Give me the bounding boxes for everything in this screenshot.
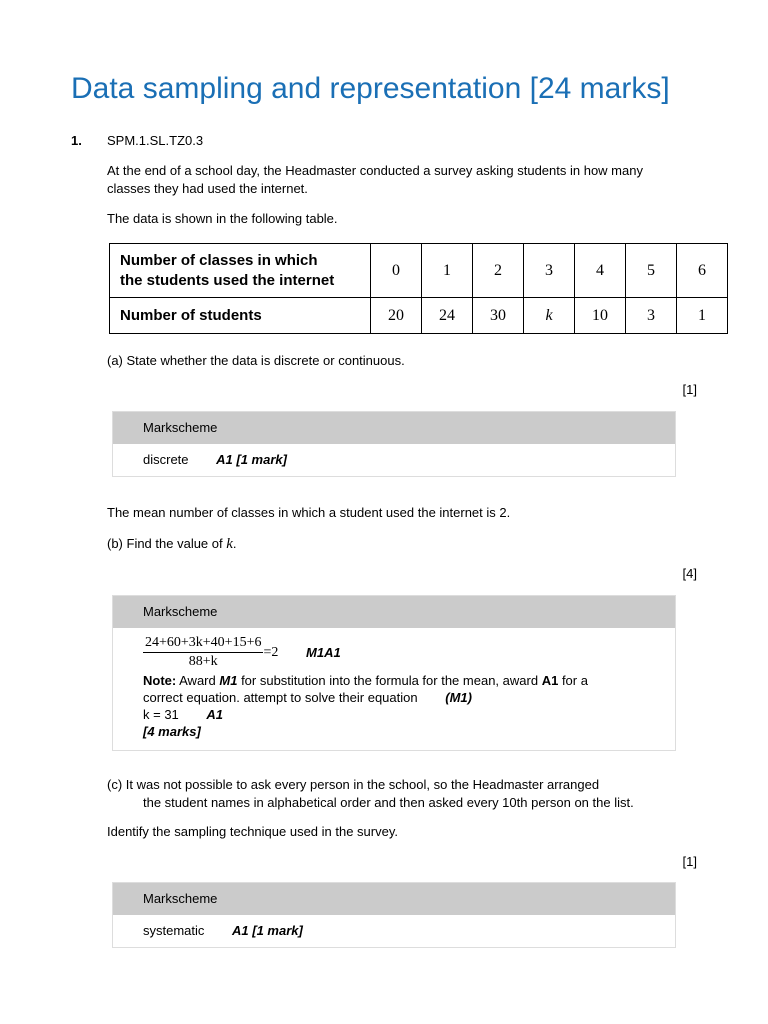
markscheme-c [112,882,676,948]
mean-equation: $\frac{24+60+3k+40+15+6}{88+k}$ [145,635,262,669]
table-row [110,244,728,298]
table-cell: 1 [677,298,728,334]
question-number: 1. [71,133,82,148]
note-line-2: correct equation. attempt to solve their equation (M1) [143,690,472,705]
part-b-lead: The mean number of classes in which a student used the internet is 2. [107,505,511,520]
markscheme-award: A1 [1 mark] [216,452,287,467]
table-row-header: Number of students [110,298,371,334]
markscheme-header: Markscheme [113,412,675,444]
markscheme-award: A1 [1 mark] [232,923,303,938]
table-cell: k [524,298,575,334]
table-cell: 2 [473,244,524,298]
data-table [109,243,728,334]
table-cell: 10 [575,298,626,334]
table-intro: The data is shown in the following table. [107,211,338,226]
part-a-text: (a) State whether the data is discrete or continuous. [107,353,405,368]
markscheme-answer: discrete [143,452,189,467]
table-cell: 30 [473,298,524,334]
part-b-marks: [4] [682,566,697,581]
table-cell: 20 [371,298,422,334]
k-result: k = 31 A1 [143,707,224,722]
table-cell: 5 [626,244,677,298]
part-c-identify: Identify the sampling technique used in the survey. [107,824,398,839]
table-cell: 6 [677,244,728,298]
part-b-text: (b) Find the value of k. [107,536,237,552]
markscheme-a [112,411,676,477]
markscheme-answer: systematic [143,923,205,938]
variable-k: k [226,536,233,552]
markscheme-b: Markscheme $\frac{24+60+3k+40+15+6}{88+k}$ =2 M1A1 Note: Award M1 for substitution into the formula for the mean, award A1 for a correct equation. attempt to solve their equation (M1) k = 31 A1 [4 marks] [112,595,676,751]
table-cell: 4 [575,244,626,298]
total-marks: [4 marks] [143,724,201,739]
table-cell: 3 [524,244,575,298]
part-a-marks: [1] [682,382,697,397]
table-cell: 3 [626,298,677,334]
award-m1a1: M1A1 [306,645,341,660]
table-row [110,298,728,334]
markscheme-header: Markscheme [113,883,675,915]
question-code: SPM.1.SL.TZ0.3 [107,133,204,148]
part-c-marks: [1] [682,854,697,869]
page-title: Data sampling and representation [24 marks] [71,72,670,105]
markscheme-header: Markscheme [113,596,675,628]
table-cell: 24 [422,298,473,334]
note-line-1: Note: Award M1 for substitution into the formula for the mean, award A1 for a [143,673,588,688]
part-c-text: (c) It was not possible to ask every person in the school, so the Headmaster arranged the student names in alphabetical order and then asked every 10th person on the list. [107,777,634,810]
table-cell: 0 [371,244,422,298]
table-row-header: Number of classes in which the students used the internet [110,244,371,298]
table-cell: 1 [422,244,473,298]
question-intro: At the end of a school day, the Headmaster conducted a survey asking students in how many classes they had used the internet. [107,163,643,196]
